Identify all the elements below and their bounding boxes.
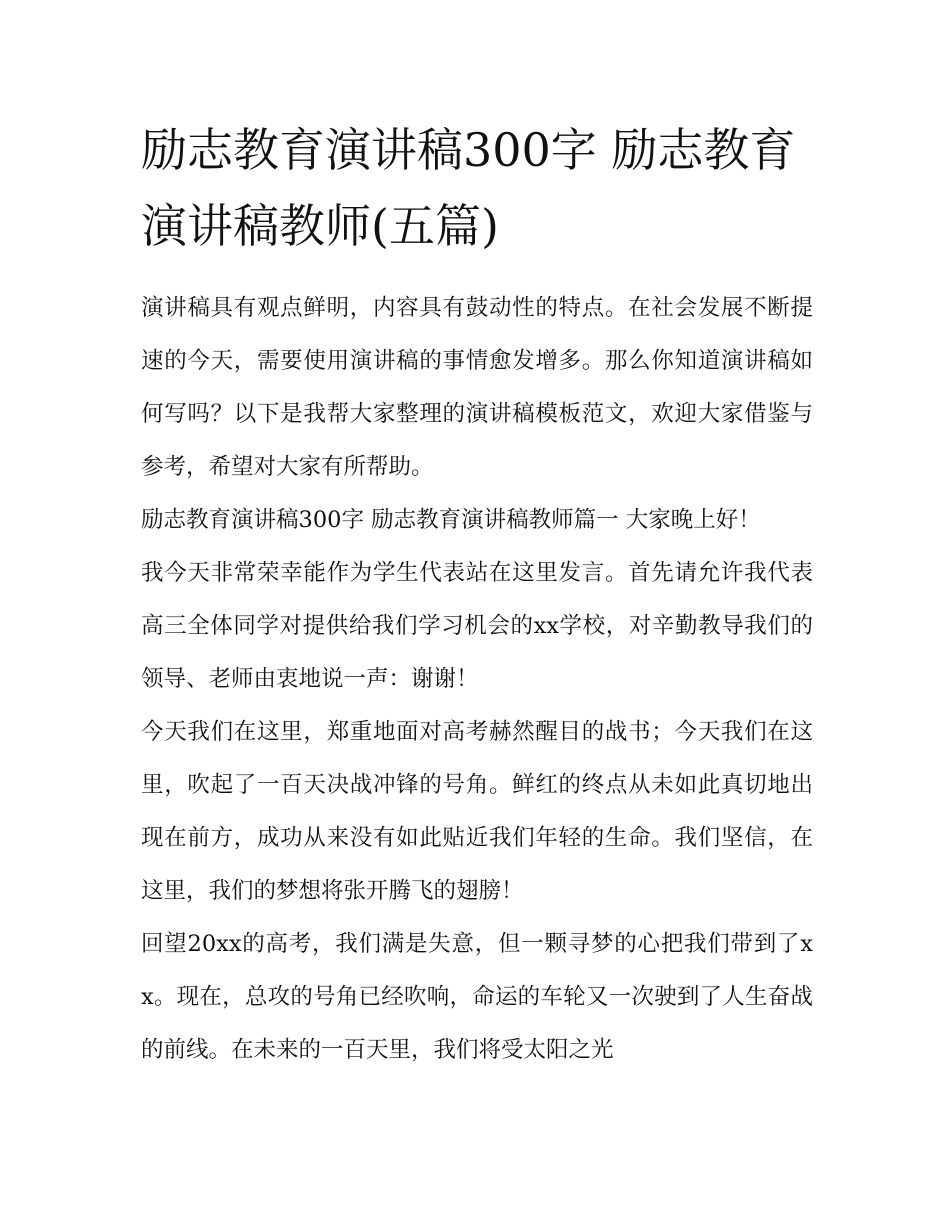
document-title: 励志教育演讲稿300字 励志教育演讲稿教师(五篇) bbox=[141, 123, 796, 253]
section-heading-paragraph: 励志教育演讲稿300字 励志教育演讲稿教师篇一 大家晚上好！ bbox=[141, 507, 761, 533]
body-paragraph: 回望20xx的高考，我们满是失意，但一颗寻梦的心把我们带到了xx。现在，总攻的号角已经吹响，命运的车轮又一次驶到了人生奋战的前线。在未来的一百天里，我们将受太阳之光 bbox=[141, 931, 813, 1063]
document-body bbox=[141, 112, 813, 1077]
intro-paragraph: 演讲稿具有观点鲜明，内容具有鼓动性的特点。在社会发展不断提速的今天，需要使用演讲稿的事情愈发增多。那么你知道演讲稿如何写吗？以下是我帮大家整理的演讲稿模板范文，欢迎大家借鉴与参考，希望对大家有所帮助。 bbox=[141, 295, 813, 480]
body-paragraph: 今天我们在这里，郑重地面对高考赫然醒目的战书；今天我们在这里，吹起了一百天决战冲锋的号角。鲜红的终点从未如此真切地出现在前方，成功从来没有如此贴近我们年轻的生命。我们坚信，在这里，我们的梦想将张开腾飞的翅膀！ bbox=[141, 719, 813, 904]
body-paragraph: 我今天非常荣幸能作为学生代表站在这里发言。首先请允许我代表高三全体同学对提供给我们学习机会的xx学校，对辛勤教导我们的领导、老师由衷地说一声：谢谢！ bbox=[141, 560, 813, 692]
